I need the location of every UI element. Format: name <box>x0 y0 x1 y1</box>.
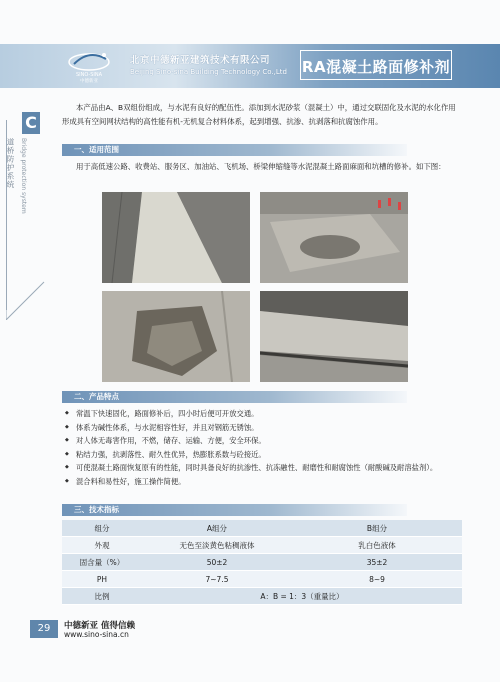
feature-item: ◆ 常温下快速固化，路面修补后，四小时后便可开放交通。 <box>62 407 457 421</box>
chapter-letter: C <box>22 112 40 134</box>
table-cell: 外观 <box>62 537 142 554</box>
table-header-row <box>62 520 462 537</box>
footer-url: www.sino-sina.cn <box>64 630 129 639</box>
table-cell: 无色至淡黄色粘稠液体 <box>142 537 292 554</box>
section-apply-bar <box>62 144 407 156</box>
footer-slogan: 中德新亚 值得信赖 <box>64 621 135 631</box>
company-name-en: Beijing Sino-sina Building Technology Co.,Ltd <box>130 68 287 76</box>
photo-road-strip <box>102 192 250 283</box>
section-features-bar <box>62 391 407 403</box>
table-cell: 比例 <box>62 588 142 605</box>
logo-text: SINO-SINA <box>75 72 103 78</box>
table-cell: PH <box>62 571 142 588</box>
table-header-cell: 组分 <box>62 520 142 537</box>
table-cell: 50±2 <box>142 554 292 571</box>
table-cell: 乳白色液体 <box>292 537 462 554</box>
company-name-cn: 北京中德新亚建筑技术有限公司 <box>130 55 271 66</box>
table-cell: 固含量（%） <box>62 554 142 571</box>
feature-item: ◆ 对人体无毒害作用，不燃，储存、运输、方便，安全环保。 <box>62 434 457 448</box>
spec-table <box>62 520 462 605</box>
section-features-title: 二、产品特点 <box>74 392 119 401</box>
table-row <box>62 537 462 554</box>
side-decoration <box>6 260 46 320</box>
section-apply-title: 一、适用范围 <box>74 145 119 154</box>
feature-item: ◆ 可使混凝土路面恢复原有的性能，同时具备良好的抗渗性、抗冻融性、耐磨性和耐腐蚀性（耐酸碱及耐溶盐剂）。 <box>62 461 457 475</box>
page-title: RA混凝土路面修补剂 <box>301 58 451 76</box>
logo-subtext: 中德新亚 <box>80 79 98 83</box>
table-row <box>62 554 462 571</box>
chapter-label-en: Bridge protection system <box>20 138 27 214</box>
photo-pothole <box>102 291 250 382</box>
table-row <box>62 571 462 588</box>
photo-expansion-joint <box>260 291 408 382</box>
page-number: 29 <box>30 620 58 638</box>
section-specs-bar <box>62 504 407 516</box>
feature-item: ◆ 体系为碱性体系，与水泥相容性好，并且对钢筋无锈蚀。 <box>62 421 457 435</box>
photo-repair-site <box>260 192 408 283</box>
section-specs-title: 三、技术指标 <box>74 505 119 514</box>
title-box <box>300 50 452 80</box>
chapter-label-cn: 道桥防护系统 <box>6 138 15 189</box>
company-logo <box>62 47 116 83</box>
feature-item: ◆ 混合料和易性好，施工操作简便。 <box>62 475 457 489</box>
product-intro: 本产品由A、B双组份组成，与水泥有良好的配伍性。添加到水泥砂浆（混凝土）中，通过交联固化及水泥的水化作用形成具有空间网状结构的高性能有机-无机复合材料体系，起到增强、抗渗、抗剥落和抗腐蚀作用。 <box>62 103 456 126</box>
table-cell-ratio: A：B = 1：3（重量比） <box>142 588 462 605</box>
features-list <box>62 407 457 489</box>
table-cell: 35±2 <box>292 554 462 571</box>
table-header-cell: B组分 <box>292 520 462 537</box>
table-cell: 7~7.5 <box>142 571 292 588</box>
table-header-cell: A组分 <box>142 520 292 537</box>
apply-text: 用于高低速公路、收费站、服务区、加油站、飞机场、桥梁伸缩缝等水泥混凝土路面麻面和坑槽的修补。如下图： <box>76 162 446 171</box>
feature-item: ◆ 粘结力强，抗剥落性、耐久性优异，热膨胀系数与砼接近。 <box>62 448 457 462</box>
table-cell: 8~9 <box>292 571 462 588</box>
table-row <box>62 588 462 605</box>
